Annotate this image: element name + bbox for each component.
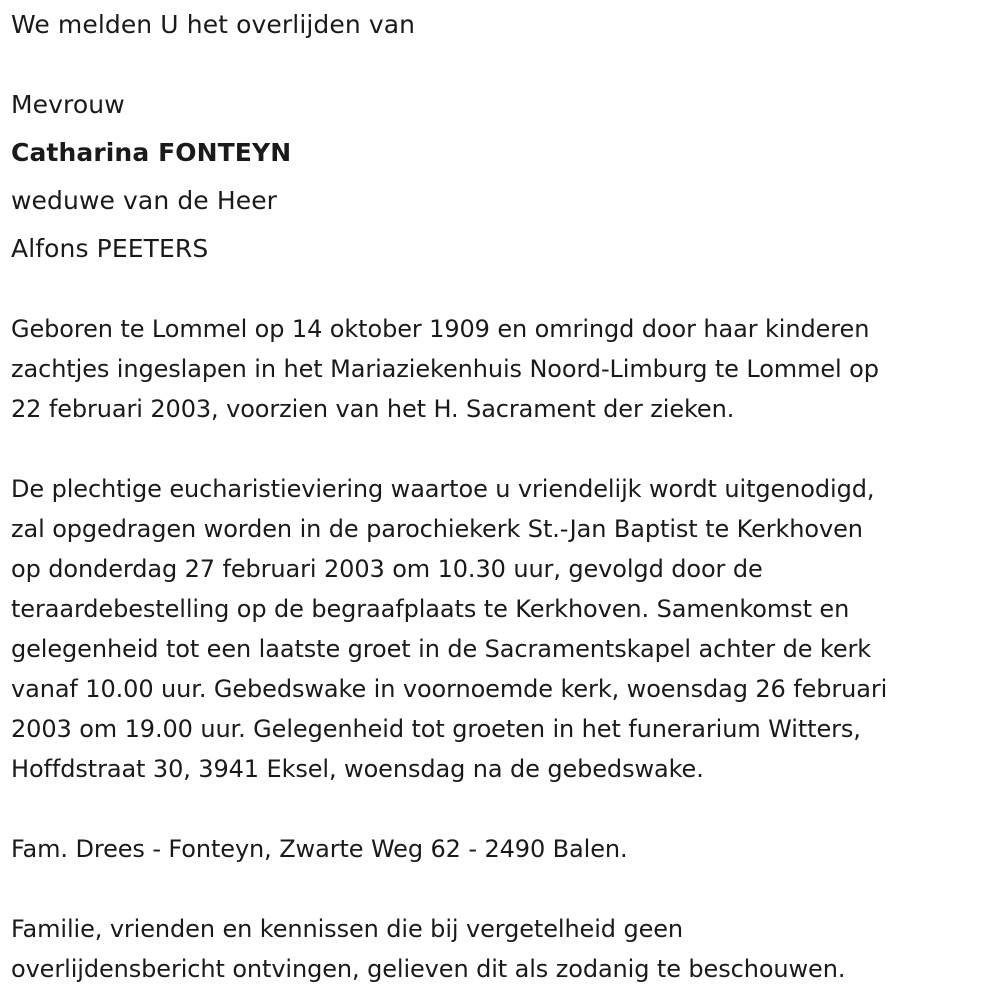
paragraph-line: De plechtige eucharistieviering waartoe u vriendelijk wordt uitgenodigd, — [11, 475, 875, 503]
spouse-name: Alfons PEETERS — [11, 234, 209, 263]
relation-text: weduwe van de Heer — [11, 186, 278, 215]
paragraph-line: vanaf 10.00 uur. Gebedswake in voornoemde kerk, woensdag 26 februari — [11, 675, 888, 703]
paragraph-line: 2003 om 19.00 uur. Gelegenheid tot groeten in het funerarium Witters, — [11, 715, 861, 743]
paragraph-line: Familie, vrienden en kennissen die bij vergetelheid geen — [11, 915, 684, 943]
deceased-name: Catharina FONTEYN — [11, 138, 292, 167]
paragraph-line: teraardebestelling op de begraafplaats te Kerkhoven. Samenkomst en — [11, 595, 850, 623]
paragraph-line: op donderdag 27 februari 2003 om 10.30 uur, gevolgd door de — [11, 555, 763, 583]
paragraph-line: zachtjes ingeslapen in het Mariaziekenhuis Noord-Limburg te Lommel op — [11, 355, 879, 383]
paragraph-line: Geboren te Lommel op 14 oktober 1909 en omringd door haar kinderen — [11, 315, 870, 343]
honorific: Mevrouw — [11, 90, 125, 119]
family-address: Fam. Drees - Fonteyn, Zwarte Weg 62 - 2490 Balen. — [11, 835, 628, 863]
intro-text: We melden U het overlijden van — [11, 10, 416, 39]
paragraph-line: 22 februari 2003, voorzien van het H. Sacrament der zieken. — [11, 395, 735, 423]
paragraph-line: gelegenheid tot een laatste groet in de Sacramentskapel achter de kerk — [11, 635, 872, 663]
paragraph-line: overlijdensbericht ontvingen, gelieven dit als zodanig te beschouwen. — [11, 955, 846, 983]
paragraph-line: zal opgedragen worden in de parochiekerk St.-Jan Baptist te Kerkhoven — [11, 515, 863, 543]
paragraph-line: Hoffdstraat 30, 3941 Eksel, woensdag na de gebedswake. — [11, 755, 704, 783]
